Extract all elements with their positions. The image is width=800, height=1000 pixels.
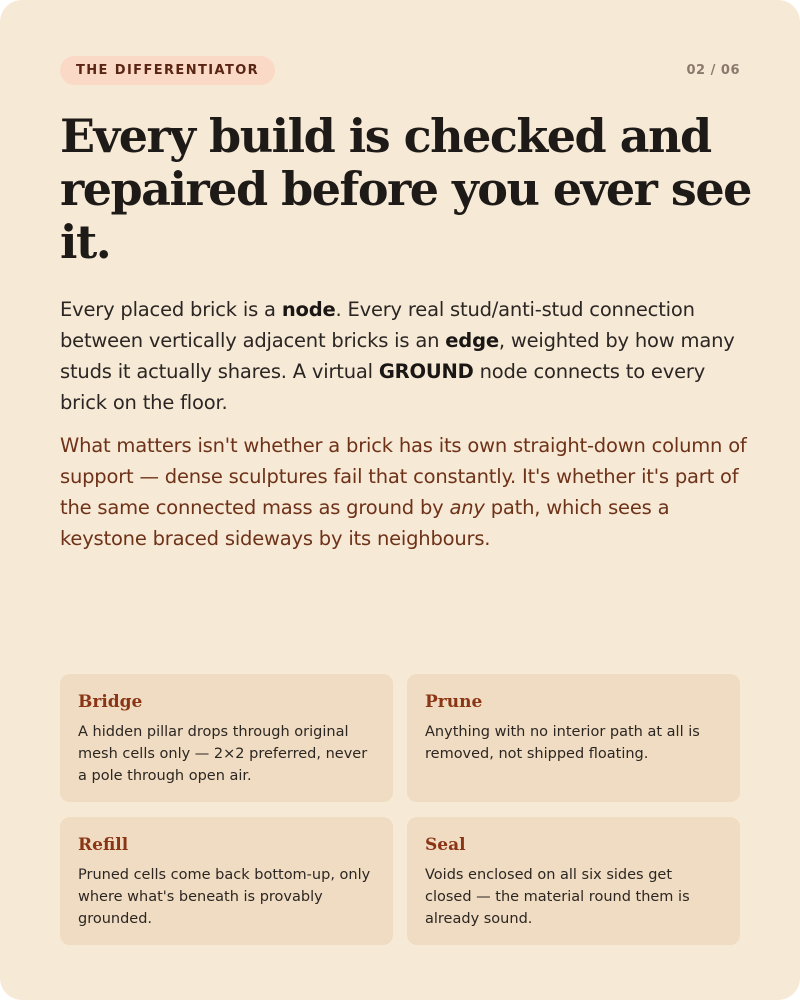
term-ground: GROUND [378,360,474,383]
step-card-refill [60,817,393,945]
emphasis-any: any [449,496,485,519]
intro-text: . Every real stud/anti-stud connection between vertically adjacent bricks is an [60,298,695,352]
intro-paragraph [60,294,750,418]
explanation-paragraph [60,430,750,554]
steps-grid [60,674,740,946]
explanation-text: path, which sees a keystone braced sideways by its neighbours. [60,496,670,550]
intro-text: Every placed brick is a [60,298,282,321]
step-description: Voids enclosed on all six sides get closed — the material round them is already sound. [425,867,690,927]
step-card-seal [407,817,740,945]
step-description: Pruned cells come back bottom-up, only where what's beneath is provably grounded. [78,867,371,927]
intro-text: node connects to every brick on the floor. [60,360,706,414]
explanation-text: What matters isn't whether a brick has its own straight-down column of support — dense sculptures fail that constantly. It's whether it's part of the same connected mass as ground by [60,434,747,519]
step-title: Seal [425,835,466,855]
section-tag: THE DIFFERENTIATOR [60,56,275,85]
term-node: node [281,298,336,321]
step-description: A hidden pillar drops through original mesh cells only — 2×2 preferred, never a pole through open air. [78,724,368,784]
term-edge: edge [445,329,499,352]
step-card-bridge [60,674,393,802]
step-card-prune [407,674,740,802]
headline: Every build is checked and repaired before you ever see it. [60,109,751,269]
step-title: Prune [425,692,483,712]
slide-header [60,54,740,86]
step-title: Bridge [78,692,143,712]
step-title: Refill [78,835,129,855]
step-description: Anything with no interior path at all is removed, not shipped floating. [425,724,700,762]
page-indicator: 02 / 06 [686,62,740,78]
intro-text: , weighted by how many studs it actually shares. A virtual [60,329,735,383]
